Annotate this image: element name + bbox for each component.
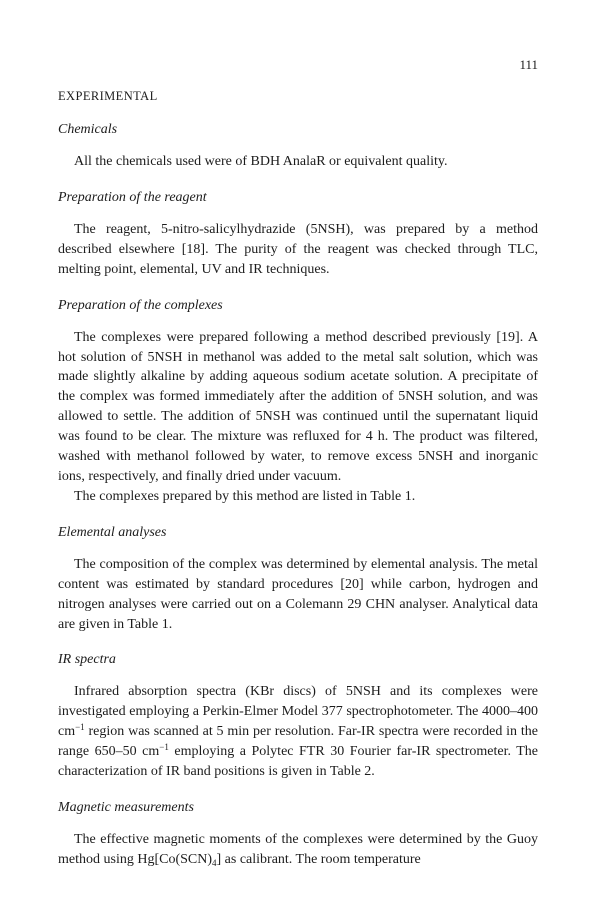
section-spacer [58, 172, 538, 188]
paragraph-complexes-1: The complexes were prepared following a method described previously [19]. A hot solution of 5NSH in methanol was added to the metal salt solution, which was made slightly alkaline by adding aqueous sodium acetate solution. A precipitate of the complex was formed immediately after the addition of 5NSH solution, and was allowed to settle. The addition of 5NSH was continued until the supernatant liquid was found to be clear. The mixture was refluxed for 4 h. The product was filtered, washed with methanol followed by water, to remove excess 5NSH and inorganic ions, respectively, and finally dried under vacuum. [58, 329, 538, 484]
page-number: 111 [519, 57, 538, 72]
paragraph-magnetic [58, 830, 538, 870]
section-title-reagent: Preparation of the reagent [58, 189, 207, 205]
paragraph-elemental: The composition of the complex was determined by elemental analysis. The metal content was estimated by standard procedures [20] while carbon, hydrogen and nitrogen analyses were carried out on a Colemann 29 CHN analyser. Analytical data are given in Table 1. [58, 556, 538, 632]
section-magnetic [58, 798, 538, 870]
paragraph-reagent: The reagent, 5-nitro-salicylhydrazide (5NSH), was prepared by a method described elsewhere [18]. The purity of the reagent was checked through TLC, melting point, elemental, UV and IR techniques. [58, 221, 538, 277]
section-title-chemicals: Chemicals [58, 122, 118, 137]
body-text [58, 120, 538, 870]
paragraph-complexes-2: The complexes prepared by this method are listed in Table 1. [74, 488, 416, 504]
magnetic-subscript: 4 [212, 857, 217, 868]
section-chemicals [58, 120, 538, 172]
ir-superscript-1: −1 [75, 722, 85, 733]
ir-text-part-3: employing a Polytec FTR 30 Fourier far-IR spectrometer. The characterization of IR band positions is given in Table 2. [58, 744, 538, 780]
magnetic-text-part-2: ] as calibrant. The room temperature [216, 851, 421, 867]
section-title-elemental: Elemental analyses [58, 524, 167, 540]
section-title-ir: IR spectra [58, 652, 116, 668]
experimental-heading: EXPERIMENTAL [58, 89, 158, 103]
section-title-complexes: Preparation of the complexes [58, 297, 223, 313]
section-spacer [58, 280, 538, 296]
section-spacer [58, 782, 538, 798]
section-ir [58, 650, 538, 782]
section-elemental [58, 523, 538, 635]
section-spacer [58, 634, 538, 650]
section-title-magnetic: Magnetic measurements [58, 799, 194, 815]
ir-text-part-1: Infrared absorption spectra (KBr discs) of 5NSH and its complexes were investigated employing a Perkin-Elmer Model 377 spectrophotometer. The 4000–400 cm [58, 684, 538, 740]
magnetic-text-part-1: The effective magnetic moments of the complexes were determined by the Guoy method using Hg[Co(SCN) [58, 831, 538, 867]
section-complexes [58, 296, 538, 507]
journal-page [58, 0, 538, 903]
ir-superscript-2: −1 [159, 742, 169, 753]
paragraph-chemicals: All the chemicals used were of BDH AnalaR or equivalent quality. [74, 154, 448, 169]
section-spacer [58, 507, 538, 523]
paragraph-ir [58, 682, 538, 782]
ir-text-part-2: region was scanned at 5 min per resolution. Far-IR spectra were recorded in the range 650–50 cm [58, 724, 538, 760]
section-reagent [58, 188, 538, 280]
